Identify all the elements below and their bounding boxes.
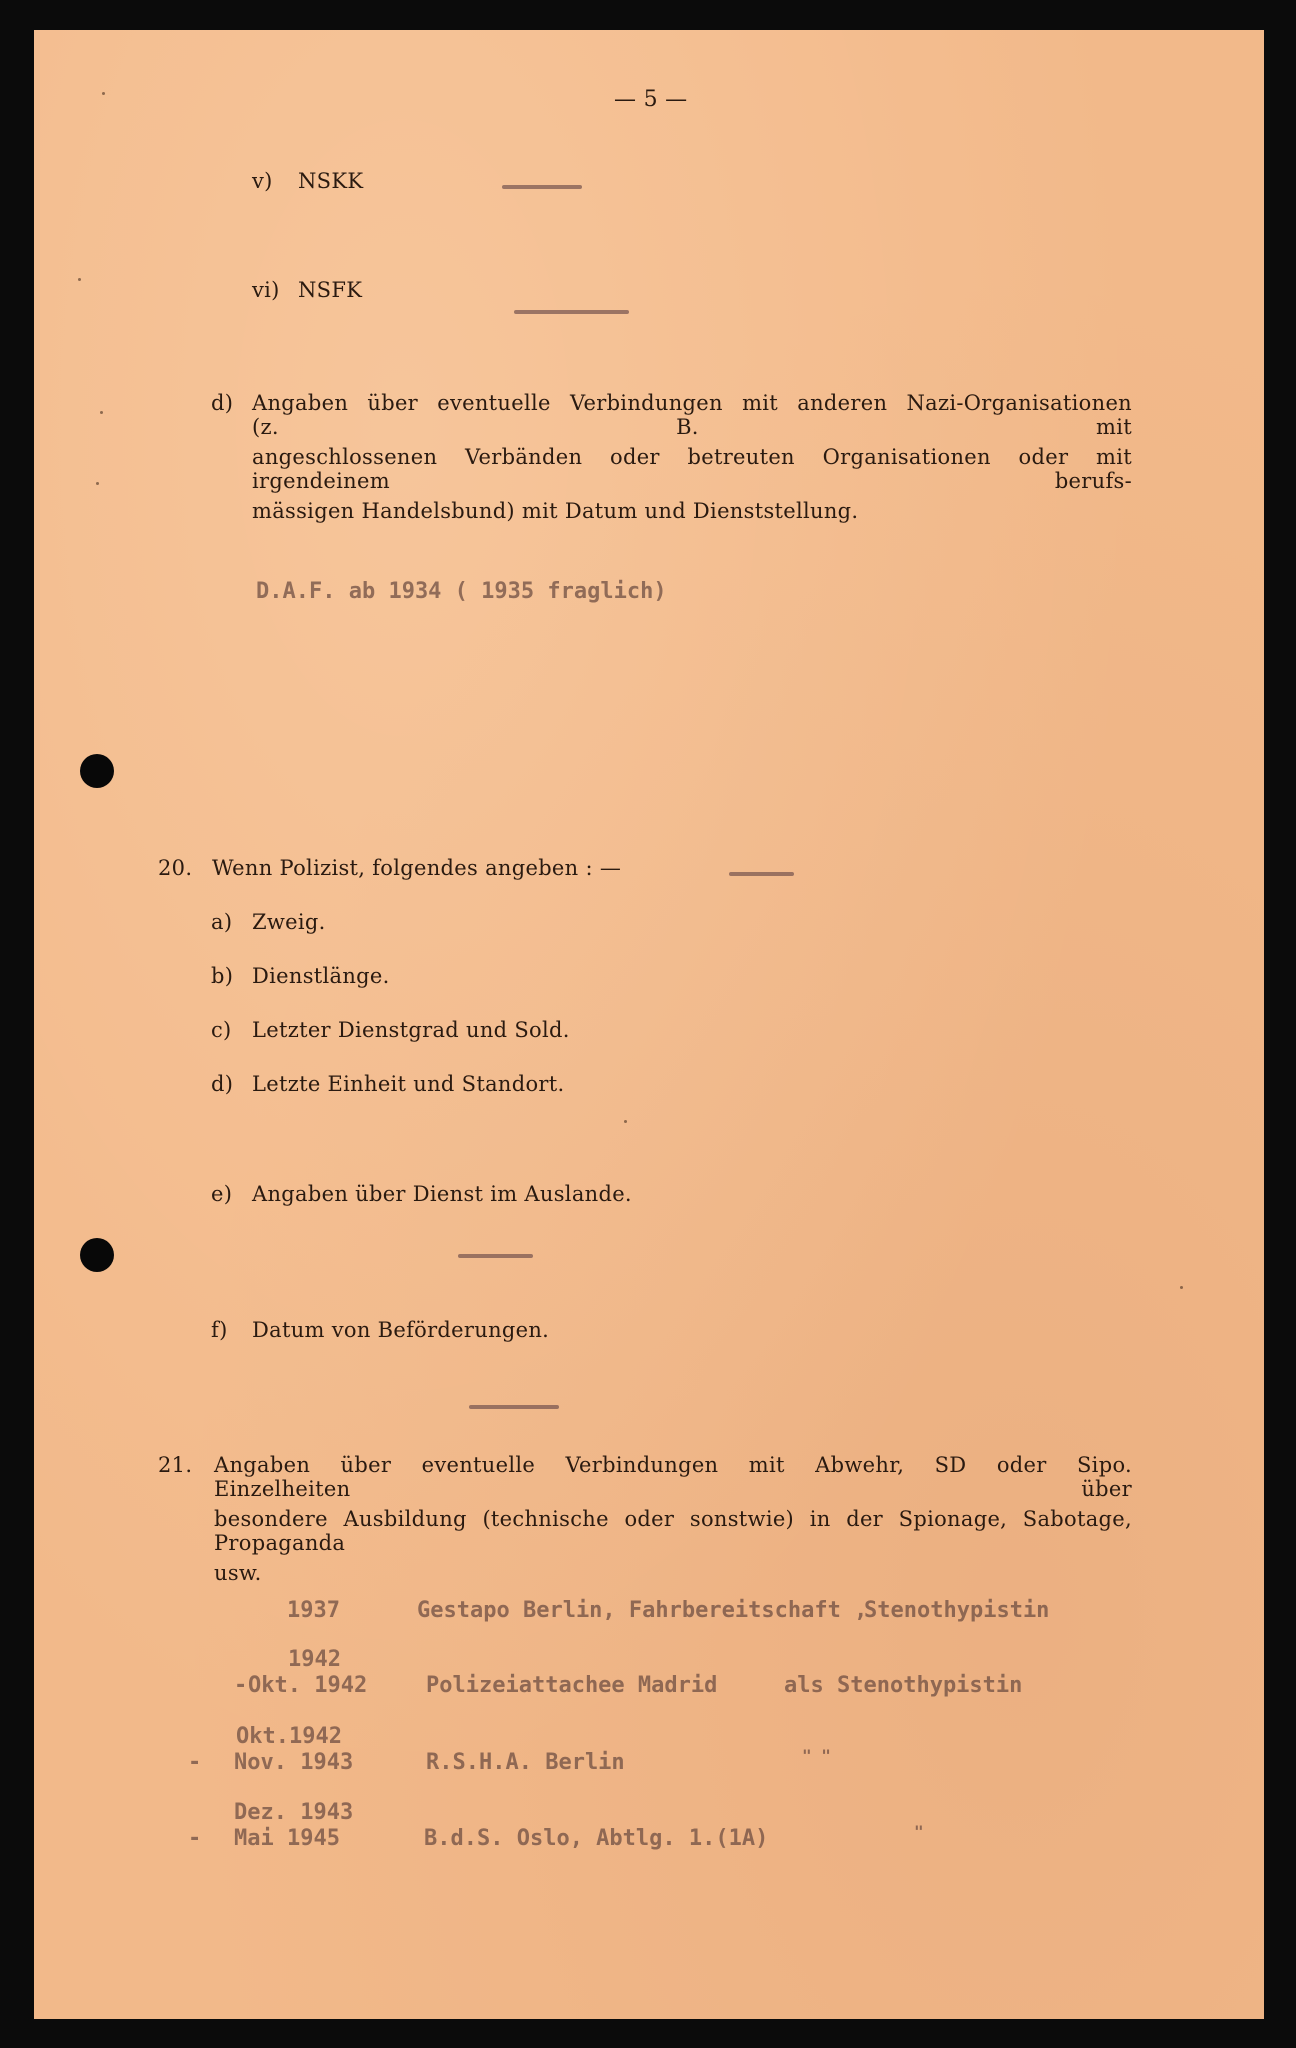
item-v-name: NSKK [298, 169, 364, 193]
q20-item-label: f) [211, 1318, 228, 1342]
entry-place: R.S.H.A. Berlin [426, 1750, 625, 1775]
entry-from-date: Dez. 1943 [234, 1800, 354, 1825]
q20-item-text: Dienstlänge. [252, 964, 390, 988]
item-vi-name: NSFK [298, 278, 363, 302]
entry-to-date: Nov. 1943 [234, 1750, 354, 1775]
q20-item-text: Letzter Dienstgrad und Sold. [252, 1018, 570, 1042]
entry-role: Stenothypistin [864, 1598, 1050, 1623]
q20-item-label: c) [211, 1018, 232, 1042]
question-21-line: usw. [214, 1561, 262, 1585]
paper-speck [1180, 1286, 1183, 1289]
entry-place: B.d.S. Oslo, Abtlg. 1.(1A) [424, 1826, 769, 1851]
nil-answer-dash [729, 872, 794, 876]
entry-role: als Stenothypistin [784, 1673, 1023, 1698]
entry-place: Gestapo Berlin, Fahrbereitschaft , [417, 1598, 868, 1623]
entry-to-date: 1937 [287, 1598, 340, 1623]
item-d-label: d) [211, 391, 234, 415]
paper-speck [102, 92, 105, 95]
entry-role: " " [802, 1746, 831, 1765]
q20-item-label: b) [211, 964, 234, 988]
item-vi-label: vi) [252, 278, 280, 302]
entry-place: Polizeiattachee Madrid [426, 1673, 718, 1698]
entry-dash: - [234, 1673, 248, 1698]
item-d-line: Angaben über eventuelle Verbindungen mit anderen Nazi-Organisationen (z. B. mit [252, 391, 1132, 439]
q20-item-label: a) [211, 910, 233, 934]
paper-speck [624, 1120, 627, 1123]
entry-role: " [914, 1822, 924, 1841]
question-21-number: 21. [158, 1453, 193, 1477]
item-d-line: angeschlossenen Verbänden oder betreuten Organisationen oder mit irgendeinem berufs- [252, 445, 1132, 493]
paper-speck [78, 278, 81, 281]
nil-answer-dash [458, 1254, 533, 1258]
q20-item-label: e) [211, 1182, 233, 1206]
nil-answer-dash [514, 310, 629, 314]
item-d-line: mässigen Handelsbund) mit Datum und Dienststellung. [252, 499, 859, 523]
binder-hole [80, 754, 114, 788]
entry-from-date: Okt.1942 [236, 1724, 342, 1749]
entry-from-date: 1942 [288, 1647, 341, 1672]
question-21-line: Angaben über eventuelle Verbindungen mit Abwehr, SD oder Sipo. Einzelheiten über [214, 1453, 1132, 1501]
nil-answer-dash [502, 185, 582, 189]
q20-item-text: Zweig. [252, 910, 326, 934]
question-20-number: 20. [158, 856, 193, 880]
item-v-label: v) [252, 169, 273, 193]
paper-speck [100, 411, 103, 414]
q20-item-text: Angaben über Dienst im Auslande. [252, 1182, 632, 1206]
entry-to-date: Mai 1945 [234, 1826, 340, 1851]
entry-dash: - [188, 1750, 202, 1775]
question-20-text: Wenn Polizist, folgendes angeben : — [212, 856, 622, 880]
question-21-line: besondere Ausbildung (technische oder sonstwie) in der Spionage, Sabotage, Propaganda [214, 1507, 1132, 1555]
typed-answer-daf: D.A.F. ab 1934 ( 1935 fraglich) [256, 579, 667, 604]
document-page [34, 30, 1264, 2019]
q20-item-text: Datum von Beförderungen. [252, 1318, 550, 1342]
entry-dash: - [188, 1826, 202, 1851]
q20-item-text: Letzte Einheit und Standort. [252, 1072, 565, 1096]
page-number: — 5 — [614, 87, 688, 112]
paper-speck [96, 482, 99, 485]
binder-hole [80, 1238, 114, 1272]
q20-item-label: d) [211, 1072, 234, 1096]
entry-to-date: Okt. 1942 [248, 1673, 368, 1698]
nil-answer-dash [469, 1405, 559, 1409]
